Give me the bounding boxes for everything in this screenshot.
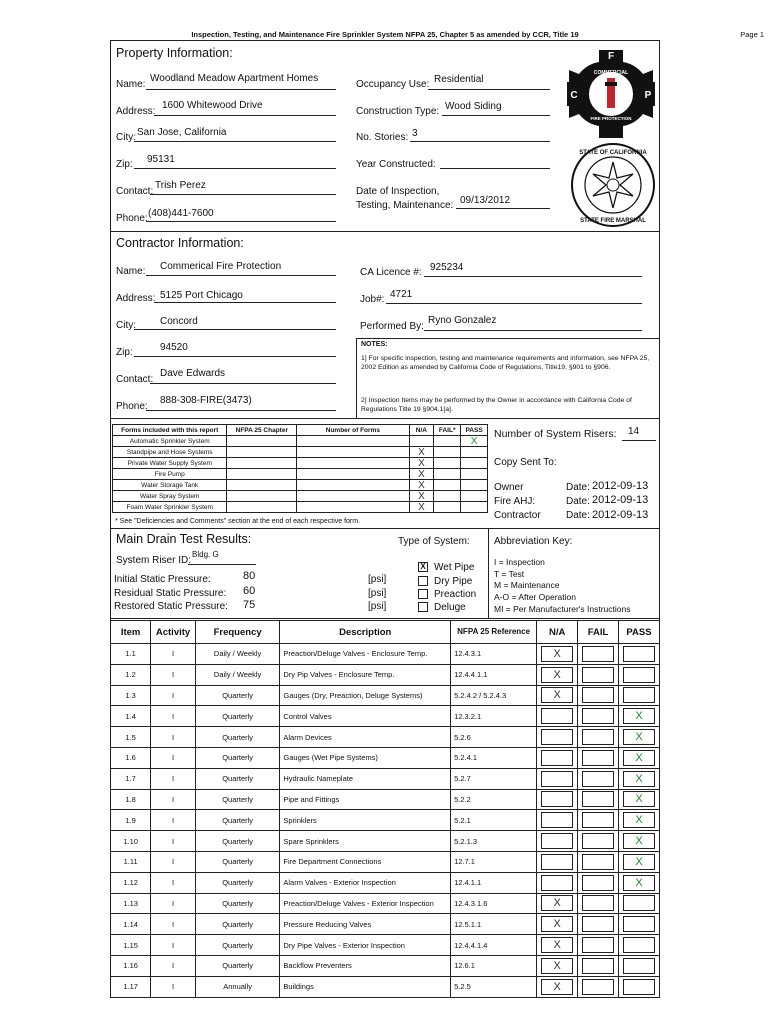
- forms-row: [113, 491, 488, 502]
- riser-id-label: System Riser ID:: [116, 555, 192, 566]
- items-header-activity: Activity: [151, 621, 196, 644]
- item-frequency: Annually: [195, 976, 280, 997]
- abbrev-after-operation: A-O = After Operation: [494, 592, 576, 602]
- table-row: [111, 893, 660, 914]
- item-reference: 12.4.1.1: [451, 872, 537, 893]
- table-row: [111, 851, 660, 872]
- fail-checkbox[interactable]: [582, 708, 614, 724]
- item-activity: I: [151, 914, 196, 935]
- construction-label: Construction Type:: [356, 106, 440, 117]
- contractor-address-label: Address:: [116, 293, 156, 304]
- item-reference: 5.2.4.1: [451, 747, 537, 768]
- copy-contractor-date[interactable]: 2012-09-13: [592, 509, 649, 521]
- forms-included-table: [112, 424, 488, 513]
- items-header-reference: NFPA 25 Reference: [451, 621, 537, 644]
- copy-owner-label: Owner: [494, 482, 524, 493]
- item-frequency: Daily / Weekly: [195, 644, 280, 665]
- fail-checkbox[interactable]: [582, 771, 614, 787]
- item-description: Spare Sprinklers: [280, 831, 451, 852]
- item-reference: 12.4.4.1.4: [451, 935, 537, 956]
- forms-header-fail: FAIL*: [434, 425, 461, 436]
- contractor-phone-label: Phone:: [116, 401, 148, 412]
- note-2: 2] Inspection Items may be performed by the Owner in accordance with California Code of Regulations Title 19 §904.1[a].: [361, 397, 632, 413]
- construction-field[interactable]: Wood Siding: [445, 101, 502, 112]
- item-number: 1.13: [111, 893, 151, 914]
- item-number: 1.9: [111, 810, 151, 831]
- item-frequency: Quarterly: [195, 872, 280, 893]
- fire-protection-logo: [565, 48, 657, 140]
- contractor-phone-field[interactable]: 888-308-FIRE(3473): [160, 395, 252, 406]
- abbrev-test: T = Test: [494, 569, 525, 579]
- item-activity: I: [151, 747, 196, 768]
- copy-contractor-label: Contractor: [494, 510, 541, 521]
- na-checkbox[interactable]: X: [541, 916, 573, 932]
- table-row: [111, 747, 660, 768]
- residual-unit: [psi]: [368, 588, 387, 599]
- contractor-address-field[interactable]: 5125 Port Chicago: [160, 290, 243, 301]
- form-na[interactable]: [409, 436, 434, 447]
- item-activity: I: [151, 706, 196, 727]
- forms-row: [113, 447, 488, 458]
- item-reference: 12.4.3.1: [451, 644, 537, 665]
- forms-header-pass: PASS: [461, 425, 488, 436]
- item-reference: 12.5.1.1: [451, 914, 537, 935]
- copy-ahj-label: Fire AHJ:: [494, 496, 536, 507]
- divider-property: [110, 231, 660, 232]
- restored-pressure-label: Restored Static Pressure:: [114, 601, 228, 612]
- form-pass[interactable]: [461, 447, 488, 458]
- fail-checkbox[interactable]: [582, 791, 614, 807]
- checkbox-preaction[interactable]: [418, 589, 428, 599]
- item-frequency: Quarterly: [195, 810, 280, 831]
- item-number: 1.2: [111, 664, 151, 685]
- fail-checkbox[interactable]: [582, 875, 614, 891]
- occupancy-field[interactable]: Residential: [434, 74, 484, 85]
- na-checkbox[interactable]: X: [541, 667, 573, 683]
- item-number: 1.11: [111, 851, 151, 872]
- note-1: 1] For specific inspection, testing and maintenance requirements and information, see NFPA 25, 2002 Edition as amended by California Code of Regulations, Title19, §901 to §906.: [361, 355, 650, 371]
- item-activity: I: [151, 831, 196, 852]
- main-drain-heading: Main Drain Test Results:: [116, 532, 252, 546]
- item-activity: I: [151, 893, 196, 914]
- risers-field[interactable]: 14: [628, 426, 640, 437]
- item-number: 1.14: [111, 914, 151, 935]
- forms-footnote: * See "Deficiencies and Comments" section at the end of each respective form.: [115, 518, 361, 525]
- table-row: [111, 664, 660, 685]
- item-reference: 12.7.1: [451, 851, 537, 872]
- restored-unit: [psi]: [368, 601, 387, 612]
- forms-header-na: N/A: [409, 425, 434, 436]
- na-checkbox[interactable]: [541, 729, 573, 745]
- fail-checkbox[interactable]: [582, 750, 614, 766]
- divider-main-drain: [110, 618, 660, 619]
- item-frequency: Quarterly: [195, 851, 280, 872]
- item-reference: 5.2.1.3: [451, 831, 537, 852]
- table-row: [111, 872, 660, 893]
- item-activity: I: [151, 685, 196, 706]
- fail-checkbox[interactable]: [582, 895, 614, 911]
- na-checkbox[interactable]: [541, 854, 573, 870]
- na-checkbox[interactable]: X: [541, 646, 573, 662]
- na-checkbox[interactable]: [541, 708, 573, 724]
- pass-checkbox[interactable]: [623, 646, 655, 662]
- item-description: Preaction/Deluge Valves - Exterior Inspection: [280, 893, 451, 914]
- performed-by-field[interactable]: Ryno Gonzalez: [428, 315, 497, 326]
- item-frequency: Quarterly: [195, 914, 280, 935]
- item-number: 1.1: [111, 644, 151, 665]
- licence-label: CA Licence #:: [360, 267, 422, 278]
- item-activity: I: [151, 935, 196, 956]
- item-description: Gauges (Dry, Preaction, Deluge Systems): [280, 685, 451, 706]
- contractor-heading: Contractor Information:: [116, 236, 244, 250]
- items-header-description: Description: [280, 621, 451, 644]
- item-description: Fire Department Connections: [280, 851, 451, 872]
- item-description: Alarm Valves - Exterior Inspection: [280, 872, 451, 893]
- pass-checkbox[interactable]: X: [623, 812, 655, 828]
- item-description: Gauges (Wet Pipe Systems): [280, 747, 451, 768]
- property-city-label: City:: [116, 132, 136, 143]
- abbrev-manufacturer: MI = Per Manufacturer's Instructions: [494, 604, 631, 614]
- pass-checkbox[interactable]: X: [623, 854, 655, 870]
- divider-abbrev: [488, 528, 489, 618]
- pass-checkbox[interactable]: X: [623, 833, 655, 849]
- item-reference: 5.2.6: [451, 727, 537, 748]
- form-pass[interactable]: [461, 502, 488, 513]
- item-description: Dry Pipe Valves - Exterior Inspection: [280, 935, 451, 956]
- fail-checkbox[interactable]: [582, 833, 614, 849]
- table-row: [111, 727, 660, 748]
- na-checkbox[interactable]: X: [541, 937, 573, 953]
- item-number: 1.4: [111, 706, 151, 727]
- item-description: Pipe and Fittings: [280, 789, 451, 810]
- item-reference: 5.2.7: [451, 768, 537, 789]
- item-reference: 5.2.4.2 / 5.2.4.3: [451, 685, 537, 706]
- stories-field[interactable]: 3: [412, 128, 418, 139]
- contractor-contact-field[interactable]: Dave Edwards: [160, 368, 226, 379]
- logo-text-commercial: COMMERCIAL: [593, 70, 629, 76]
- item-number: 1.3: [111, 685, 151, 706]
- inspection-date-field[interactable]: 09/13/2012: [460, 195, 511, 206]
- copy-owner-date[interactable]: 2012-09-13: [592, 480, 649, 492]
- forms-row: [113, 469, 488, 480]
- item-description: Preaction/Deluge Valves - Enclosure Temp.: [280, 644, 451, 665]
- na-checkbox[interactable]: [541, 833, 573, 849]
- item-number: 1.17: [111, 976, 151, 997]
- property-address-label: Address:: [116, 106, 156, 117]
- contractor-contact-label: Contact:: [116, 374, 154, 385]
- table-row: [111, 914, 660, 935]
- contractor-city-label: City:: [116, 320, 136, 331]
- form-pass[interactable]: X: [461, 436, 488, 447]
- year-constructed-label: Year Constructed:: [356, 159, 436, 170]
- pass-checkbox[interactable]: [623, 687, 655, 703]
- fail-checkbox[interactable]: [582, 729, 614, 745]
- table-row: [111, 644, 660, 665]
- form-pass[interactable]: [461, 458, 488, 469]
- divider-contractor: [110, 528, 660, 529]
- item-frequency: Quarterly: [195, 727, 280, 748]
- state-fire-marshal-seal: [570, 142, 656, 228]
- item-activity: I: [151, 644, 196, 665]
- property-zip-label: Zip:: [116, 159, 133, 170]
- type-wet-pipe[interactable]: X Wet Pipe: [418, 562, 474, 573]
- na-checkbox[interactable]: [541, 750, 573, 766]
- pass-checkbox[interactable]: [623, 916, 655, 932]
- contractor-name-field[interactable]: Commerical Fire Protection: [160, 261, 282, 272]
- abbrev-heading: Abbreviation Key:: [494, 536, 573, 547]
- item-frequency: Quarterly: [195, 706, 280, 727]
- initial-pressure-field[interactable]: 80: [243, 570, 256, 582]
- checkbox-wet-pipe[interactable]: X: [418, 562, 428, 572]
- logo-letter-f: F: [607, 51, 615, 62]
- item-activity: I: [151, 872, 196, 893]
- residual-pressure-label: Residual Static Pressure:: [114, 588, 227, 599]
- inspection-items-table: [110, 620, 660, 998]
- contractor-zip-field[interactable]: 94520: [160, 342, 188, 353]
- items-header-na: N/A: [537, 621, 578, 644]
- pass-checkbox[interactable]: [623, 979, 655, 995]
- checkbox-dry-pipe[interactable]: [418, 576, 428, 586]
- na-checkbox[interactable]: [541, 771, 573, 787]
- item-frequency: Quarterly: [195, 768, 280, 789]
- initial-pressure-label: Initial Static Pressure:: [114, 574, 211, 585]
- table-row: [111, 831, 660, 852]
- copy-ahj-date-label: Date:: [566, 496, 590, 507]
- items-header-fail: FAIL: [578, 621, 619, 644]
- job-number-label: Job#:: [360, 294, 385, 305]
- form-na[interactable]: X: [409, 447, 434, 458]
- date-label-line1: Date of Inspection,: [356, 186, 440, 197]
- copy-ahj-date[interactable]: 2012-09-13: [592, 494, 649, 506]
- item-reference: 12.4.3.1.6: [451, 893, 537, 914]
- item-frequency: Quarterly: [195, 955, 280, 976]
- pass-checkbox[interactable]: [623, 958, 655, 974]
- item-reference: 5.2.2: [451, 789, 537, 810]
- item-reference: 12.3.2.1: [451, 706, 537, 727]
- forms-row: [113, 480, 488, 491]
- item-activity: I: [151, 976, 196, 997]
- type-preaction[interactable]: Preaction: [418, 589, 476, 600]
- property-heading: Property Information:: [116, 46, 233, 60]
- form-na[interactable]: X: [409, 502, 434, 513]
- item-description: Control Valves: [280, 706, 451, 727]
- document-header: [0, 30, 770, 39]
- property-address-field[interactable]: 1600 Whitewood Drive: [162, 100, 263, 111]
- notes-heading: NOTES:: [361, 341, 388, 348]
- item-description: Hydraulic Nameplate: [280, 768, 451, 789]
- logo-letter-c: C: [570, 90, 578, 101]
- item-number: 1.15: [111, 935, 151, 956]
- table-row: [111, 810, 660, 831]
- table-row: [111, 768, 660, 789]
- job-number-field[interactable]: 4721: [390, 289, 413, 300]
- fail-checkbox[interactable]: [582, 854, 614, 870]
- stories-label: No. Stories:: [356, 132, 409, 143]
- fail-checkbox[interactable]: [582, 937, 614, 953]
- logo-text-fire-protection: FIRE PROTECTION: [590, 116, 632, 121]
- item-reference: 12.6.1: [451, 955, 537, 976]
- table-row: [111, 935, 660, 956]
- item-description: Dry Pip Valves - Enclosure Temp.: [280, 664, 451, 685]
- forms-row: [113, 502, 488, 513]
- item-frequency: Quarterly: [195, 789, 280, 810]
- property-zip-field[interactable]: 95131: [147, 154, 175, 165]
- item-frequency: Quarterly: [195, 935, 280, 956]
- item-activity: I: [151, 789, 196, 810]
- item-description: Backflow Preventers: [280, 955, 451, 976]
- restored-pressure-field[interactable]: 75: [243, 599, 256, 611]
- items-header-pass: PASS: [619, 621, 660, 644]
- item-activity: I: [151, 768, 196, 789]
- item-reference: 12.4.4.1.1: [451, 664, 537, 685]
- form-name: Fire Pump: [113, 469, 227, 480]
- pass-checkbox[interactable]: [623, 937, 655, 953]
- copy-owner-date-label: Date:: [566, 482, 590, 493]
- form-name: Water Spray System: [113, 491, 227, 502]
- item-number: 1.10: [111, 831, 151, 852]
- item-number: 1.8: [111, 789, 151, 810]
- licence-field[interactable]: 925234: [430, 262, 464, 273]
- forms-row: [113, 458, 488, 469]
- abbrev-maintenance: M = Maintenance: [494, 580, 560, 590]
- seal-text-bottom: STATE FIRE MARSHAL: [580, 218, 646, 224]
- form-pass[interactable]: [461, 491, 488, 502]
- table-row: [111, 685, 660, 706]
- table-row: [111, 706, 660, 727]
- table-row: [111, 976, 660, 997]
- item-number: 1.7: [111, 768, 151, 789]
- na-checkbox[interactable]: X: [541, 895, 573, 911]
- property-phone-field[interactable]: (408)441-7600: [148, 208, 214, 219]
- form-na[interactable]: X: [409, 491, 434, 502]
- item-frequency: Quarterly: [195, 747, 280, 768]
- fail-checkbox[interactable]: [582, 687, 614, 703]
- table-row: [111, 955, 660, 976]
- copy-contractor-date-label: Date:: [566, 510, 590, 521]
- na-checkbox[interactable]: X: [541, 958, 573, 974]
- form-na[interactable]: X: [409, 469, 434, 480]
- pass-checkbox[interactable]: [623, 667, 655, 683]
- property-contact-field[interactable]: Trish Perez: [155, 180, 206, 191]
- item-description: Buildings: [280, 976, 451, 997]
- residual-pressure-field[interactable]: 60: [243, 585, 256, 597]
- pass-checkbox[interactable]: X: [623, 729, 655, 745]
- occupancy-label: Occupancy Use:: [356, 79, 430, 90]
- item-activity: I: [151, 664, 196, 685]
- item-activity: I: [151, 955, 196, 976]
- riser-id-field[interactable]: Bldg. G: [192, 550, 219, 559]
- item-activity: I: [151, 810, 196, 831]
- forms-header-name: Forms included with this report: [113, 425, 227, 436]
- type-dry-pipe[interactable]: Dry Pipe: [418, 576, 472, 587]
- form-na[interactable]: X: [409, 458, 434, 469]
- pass-checkbox[interactable]: X: [623, 791, 655, 807]
- pass-checkbox[interactable]: X: [623, 771, 655, 787]
- property-city-field[interactable]: San Jose, California: [137, 127, 227, 138]
- form-name: Private Water Supply System: [113, 458, 227, 469]
- form-na[interactable]: X: [409, 480, 434, 491]
- pass-checkbox[interactable]: [623, 895, 655, 911]
- fail-checkbox[interactable]: [582, 646, 614, 662]
- contractor-city-field[interactable]: Concord: [160, 316, 198, 327]
- item-reference: 5.2.1: [451, 810, 537, 831]
- na-checkbox[interactable]: [541, 875, 573, 891]
- forms-header-chapter: NFPA 25 Chapter: [227, 425, 297, 436]
- contractor-zip-label: Zip:: [116, 347, 133, 358]
- na-checkbox[interactable]: [541, 791, 573, 807]
- property-name-field[interactable]: Woodland Meadow Apartment Homes: [150, 73, 319, 84]
- item-frequency: Quarterly: [195, 893, 280, 914]
- type-deluge[interactable]: Deluge: [418, 602, 466, 613]
- document-title: Inspection, Testing, and Maintenance Fire Sprinkler System NFPA 25, Chapter 5 as amended by CCR, Title 19: [191, 30, 579, 39]
- fail-checkbox[interactable]: [582, 916, 614, 932]
- forms-row: [113, 436, 488, 447]
- initial-unit: [psi]: [368, 574, 387, 585]
- fail-checkbox[interactable]: [582, 667, 614, 683]
- form-name: Foam Water Sprinkler System: [113, 502, 227, 513]
- item-activity: I: [151, 727, 196, 748]
- contractor-name-label: Name:: [116, 266, 146, 277]
- items-header-frequency: Frequency: [195, 621, 280, 644]
- page-number: Page 1: [740, 30, 764, 39]
- seal-text-top: STATE OF CALIFORNIA: [579, 150, 647, 156]
- form-pass[interactable]: [461, 469, 488, 480]
- property-contact-label: Contact:: [116, 186, 154, 197]
- abbrev-inspection: I = Inspection: [494, 557, 545, 567]
- na-checkbox[interactable]: X: [541, 687, 573, 703]
- item-number: 1.6: [111, 747, 151, 768]
- form-name: Standpipe and Hose Systems: [113, 447, 227, 458]
- fail-checkbox[interactable]: [582, 979, 614, 995]
- item-number: 1.16: [111, 955, 151, 976]
- property-phone-label: Phone:: [116, 213, 148, 224]
- fail-checkbox[interactable]: [582, 812, 614, 828]
- item-reference: 5.2.5: [451, 976, 537, 997]
- property-name-label: Name:: [116, 79, 146, 90]
- form-name: Water Storage Tank: [113, 480, 227, 491]
- form-pass[interactable]: [461, 480, 488, 491]
- pass-checkbox[interactable]: X: [623, 708, 655, 724]
- form-name: Automatic Sprinkler System: [113, 436, 227, 447]
- na-checkbox[interactable]: X: [541, 979, 573, 995]
- item-frequency: Quarterly: [195, 685, 280, 706]
- pass-checkbox[interactable]: X: [623, 750, 655, 766]
- item-frequency: Quarterly: [195, 831, 280, 852]
- risers-label: Number of System Risers:: [494, 428, 617, 440]
- logo-letter-p: P: [644, 90, 652, 101]
- copy-sent-label: Copy Sent To:: [494, 457, 557, 468]
- item-activity: I: [151, 851, 196, 872]
- performed-by-label: Performed By:: [360, 321, 424, 332]
- item-number: 1.5: [111, 727, 151, 748]
- item-description: Alarm Devices: [280, 727, 451, 748]
- checkbox-deluge[interactable]: [418, 602, 428, 612]
- item-number: 1.12: [111, 872, 151, 893]
- na-checkbox[interactable]: [541, 812, 573, 828]
- item-description: Pressure Reducing Valves: [280, 914, 451, 935]
- date-label-line2: Testing, Maintenance:: [356, 200, 454, 211]
- item-description: Sprinklers: [280, 810, 451, 831]
- table-row: [111, 789, 660, 810]
- items-header-item: Item: [111, 621, 151, 644]
- fail-checkbox[interactable]: [582, 958, 614, 974]
- pass-checkbox[interactable]: X: [623, 875, 655, 891]
- forms-header-count: Number of Forms: [297, 425, 409, 436]
- item-frequency: Daily / Weekly: [195, 664, 280, 685]
- system-type-label: Type of System:: [398, 536, 470, 547]
